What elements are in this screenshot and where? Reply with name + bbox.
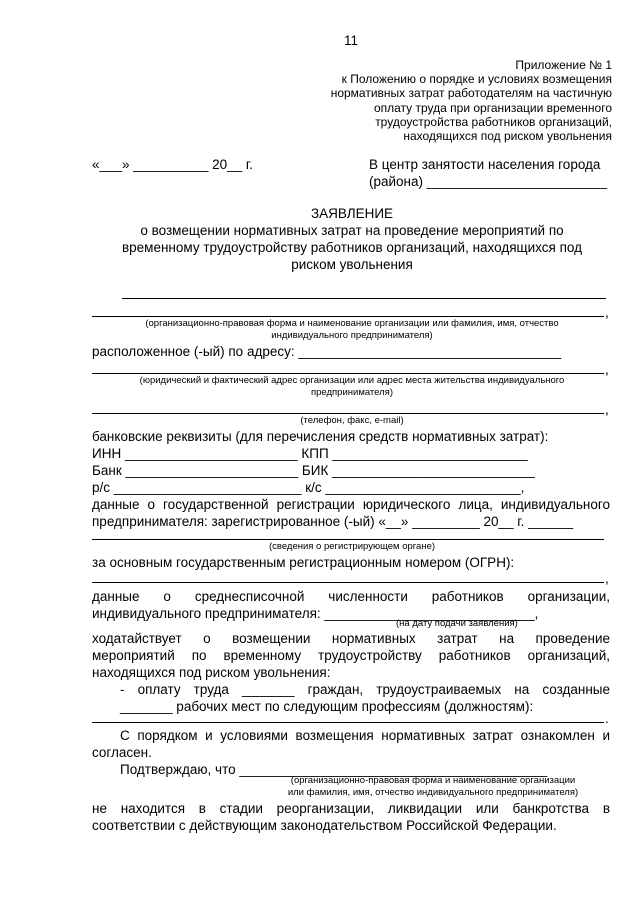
final-statement-line: соответствии с действующим законодательством Российской Федерации. <box>92 818 557 833</box>
account-line: р/с _________________________ к/с __________________________, <box>92 480 525 495</box>
caption-confirm: или фамилия, имя, отчество индивидуального предпринимателя) <box>287 787 579 798</box>
headcount-line: данные о среднесписочной численности работников организации, <box>92 589 610 604</box>
registration-date-line: предпринимателя: зарегистрированное (-ый) «__» _________ 20__ г. ______ <box>92 514 574 529</box>
petition-line: мероприятий по временному трудоустройству работников организаций, <box>92 648 610 663</box>
title-line: о возмещении нормативных затрат на проведение мероприятий по <box>140 223 564 238</box>
ogrn-label: за основным государственным регистрационным номером (ОГРН): <box>92 555 515 570</box>
appendix-line: Приложение № 1 <box>515 58 612 72</box>
bank-bik-line: Банк _______________________ БИК ___________________________ <box>92 463 535 478</box>
caption-registrar: (сведения о регистрирующем органе) <box>268 541 436 552</box>
professions-field-line[interactable] <box>92 722 604 723</box>
phone-field-line[interactable] <box>92 413 604 414</box>
ogrn-field-line[interactable] <box>92 582 604 583</box>
confirm-line: Подтверждаю, что _________________________________________ <box>120 762 548 777</box>
agreement-line: С порядком и условиями возмещения нормативных затрат ознакомлен и <box>120 728 610 743</box>
wage-item-line: _______ рабочих мест по следующим профессиям (должностям): <box>120 699 534 714</box>
located-at-address: расположенное (-ый) по адресу: ___________________________________ <box>92 344 562 359</box>
appendix-line: к Положению о порядке и условиях возмещения <box>341 72 612 87</box>
caption-address: предпринимателя) <box>310 387 393 398</box>
caption-org-name: индивидуального предпринимателя) <box>271 330 433 341</box>
comma-mark: , <box>605 571 609 586</box>
wage-item-line: - оплату труда _______ граждан, трудоустраиваемых на созданные <box>120 682 610 697</box>
appendix-block <box>331 58 612 143</box>
comma-mark: , <box>605 402 609 417</box>
appendix-line: находящихся под риском увольнения <box>403 129 612 144</box>
headcount-field-line: индивидуального предпринимателя: ____________________________, <box>92 606 539 621</box>
comma-mark: , <box>605 362 609 377</box>
inn-kpp-line: ИНН _______________________ КПП __________________________ <box>92 446 528 461</box>
agreement-line: согласен. <box>92 745 152 760</box>
caption-phone: (телефон, факс, e-mail) <box>300 415 404 426</box>
comma-mark: , <box>605 305 609 320</box>
appendix-line: нормативных затрат работодателям на частичную <box>330 86 612 101</box>
addressee-line-2: (района) ________________________ <box>369 174 607 189</box>
registration-line: данные о государственной регистрации юридического лица, индивидуального <box>92 497 610 512</box>
caption-org-name: (организационно-правовая форма и наименование организации или фамилия, имя, отчество <box>145 318 559 329</box>
caption-address: (юридический и фактический адрес организации или адрес места жительства индивидуального <box>139 375 565 386</box>
caption-date-submit: (на дату подачи заявления) <box>396 618 518 629</box>
title-line: временному трудоустройству работников организаций, находящихся под <box>121 240 582 255</box>
title-line: риском увольнения <box>291 257 413 272</box>
final-statement-line: не находится в стадии реорганизации, ликвидации или банкротства в <box>92 801 610 816</box>
date-line: «___» __________ 20__ г. <box>92 157 253 172</box>
period-mark: . <box>605 711 609 726</box>
bank-details-label: банковские реквизиты (для перечисления средств нормативных затрат): <box>92 429 549 444</box>
org-name-field-line-2[interactable] <box>92 316 604 317</box>
appendix-line: трудоустройства работников организаций, <box>375 114 612 129</box>
address-field-line[interactable] <box>92 373 604 374</box>
petition-line: находящихся под риском увольнения: <box>92 665 331 680</box>
addressee-line-1: В центр занятости населения города <box>369 157 601 172</box>
petition-line: ходатайствует о возмещении нормативных затрат на проведение <box>92 631 610 646</box>
page-number: 11 <box>344 33 359 48</box>
registrar-field-line[interactable] <box>92 539 604 540</box>
caption-confirm: (организационно-правовая форма и наименование организации <box>290 775 576 786</box>
org-name-field-line-1[interactable] <box>122 298 606 299</box>
appendix-line: оплату труда при организации временного <box>373 100 612 115</box>
document-title: ЗАЯВЛЕНИЕ <box>310 206 394 221</box>
